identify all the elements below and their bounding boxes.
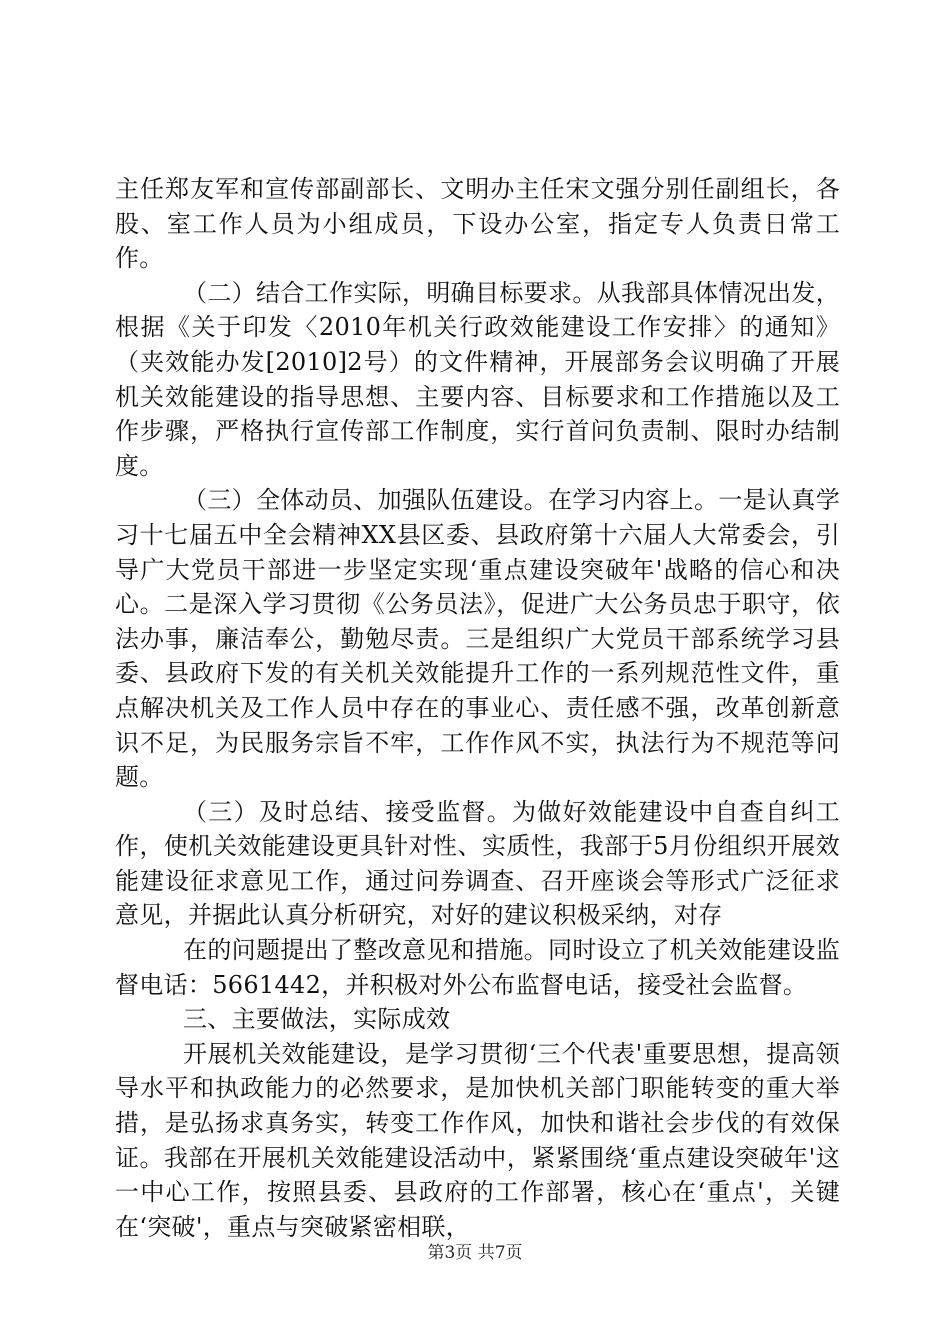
document-body	[115, 172, 840, 1244]
paragraph-supervision-continued: 在的问题提出了整改意见和措施。同时设立了机关效能建设监督电话：5661442，并积极对外公布监督电话，接受社会监督。	[115, 936, 840, 999]
paragraph-section-3-supervision: （三）及时总结、接受监督。为做好效能建设中自查自纠工作，使机关效能建设更具针对性、实质性，我部于5月份组织开展效能建设征求意见工作，通过问券调查、召开座谈会等形式广泛征求意见，并据此认真分析研究，对好的建议积极采纳，对存	[115, 797, 840, 930]
page-number-footer: 第3页 共7页	[427, 1243, 523, 1263]
paragraph-section-2: （二）结合工作实际，明确目标要求。从我部具体情况出发，根据《关于印发〈2010年机关行政效能建设工作安排〉的通知》（夹效能办发[2010]2号）的文件精神，开展部务会议明确了开展机关效能建设的指导思想、主要内容、目标要求和工作措施以及工作步骤，严格执行宣传部工作制度，实行首问负责制、限时办结制度。	[115, 278, 840, 480]
paragraph-main-practices: 开展机关效能建设，是学习贯彻‘三个代表'重要思想，提高领导水平和执政能力的必然要求，是加快机关部门职能转变的重大举措，是弘扬求真务实，转变工作作风，加快和谐社会步伐的有效保证。我部在开展机关效能建设活动中，紧紧围绕‘重点建设突破年'这一中心工作，按照县委、县政府的工作部署，核心在‘重点'，关键在‘突破'，重点与突破紧密相联，	[115, 1039, 840, 1241]
section-heading-3: 三、主要做法，实际成效	[183, 1005, 451, 1034]
paragraph-section-3-mobilization: （三）全体动员、加强队伍建设。在学习内容上。一是认真学习十七届五中全会精神XX县区委、县政府第十六届人大常委会，引导广大党员干部进一步坚定实现‘重点建设突破年'战略的信心和决心。二是深入学习贯彻《公务员法》，促进广大公务员忠于职守，依法办事，廉洁奉公，勤勉尽责。三是组织广大党员干部系统学习县委、县政府下发的有关机关效能提升工作的一系列规范性文件，重点解决机关及工作人员中存在的事业心、责任感不强，改革创新意识不足，为民服务宗旨不牢，工作作风不实，执法行为不规范等问题。	[115, 486, 840, 792]
paragraph-continuation: 主任郑友军和宣传部副部长、文明办主任宋文强分别任副组长，各股、室工作人员为小组成员，下设办公室，指定专人负责日常工作。	[115, 175, 840, 273]
